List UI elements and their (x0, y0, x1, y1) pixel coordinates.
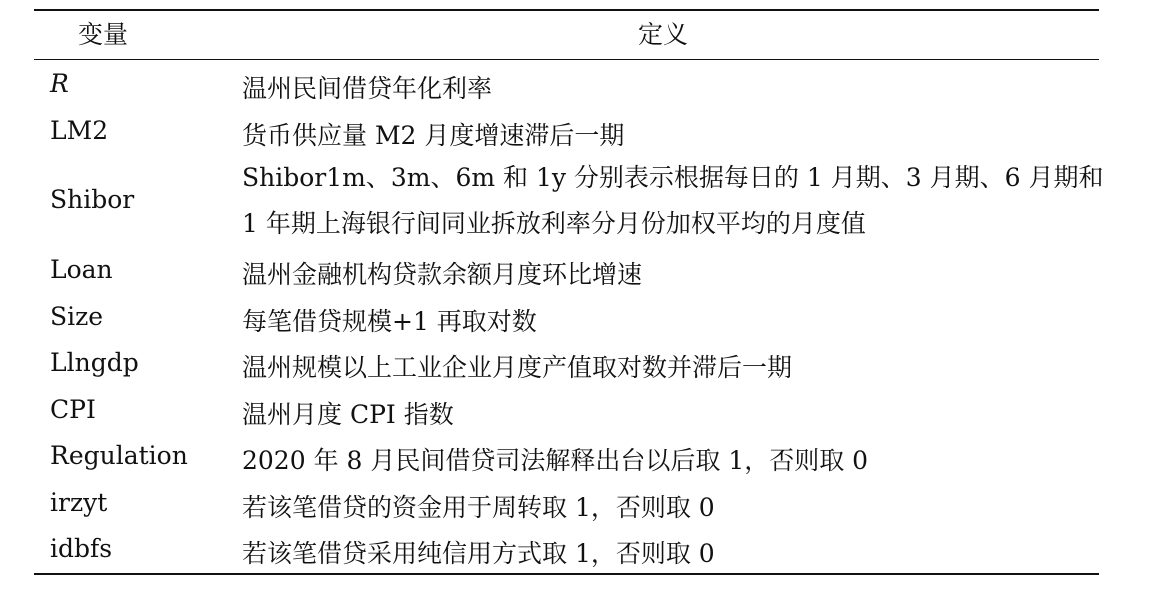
variable-definition: 温州民间借贷年化利率 (242, 74, 493, 103)
variable-definition: 每笔借贷规模+1 再取对数 (242, 307, 537, 336)
table-top-rule (34, 9, 1099, 11)
variable-name: R (50, 69, 69, 98)
variable-definition: 若该笔借贷采用纯信用方式取 1，否则取 0 (242, 539, 715, 568)
table-header-rule (34, 59, 1099, 60)
variable-name: idbfs (50, 534, 113, 563)
variable-definition: Shibor1m、3m、6m 和 1y 分别表示根据每日的 1 月期、3 月期、6 月期和 1 年期上海银行间同业拆放利率分月份加权平均的月度值 (242, 163, 1104, 238)
variable-definition: 温州金融机构贷款余额月度环比增速 (242, 260, 643, 289)
variable-name: Llngdp (50, 348, 139, 377)
header-definition: 定义 (638, 20, 689, 49)
variable-name: Size (50, 302, 104, 331)
variable-definition: 货币供应量 M2 月度增速滞后一期 (242, 121, 625, 150)
header-variable: 变量 (78, 20, 129, 49)
variable-definition: 若该笔借贷的资金用于周转取 1，否则取 0 (242, 493, 715, 522)
variable-name: Loan (50, 255, 113, 284)
variable-name: Shibor (50, 185, 135, 214)
variable-definition: 2020 年 8 月民间借贷司法解释出台以后取 1，否则取 0 (242, 446, 869, 475)
table-bottom-rule (34, 573, 1099, 575)
variable-name: LM2 (50, 116, 109, 145)
variable-name: irzyt (50, 488, 108, 517)
variable-definition: 温州规模以上工业企业月度产值取对数并滞后一期 (242, 353, 793, 382)
variable-name: Regulation (50, 441, 188, 470)
variable-name: CPI (50, 395, 96, 424)
variable-definition: 温州月度 CPI 指数 (242, 400, 454, 429)
